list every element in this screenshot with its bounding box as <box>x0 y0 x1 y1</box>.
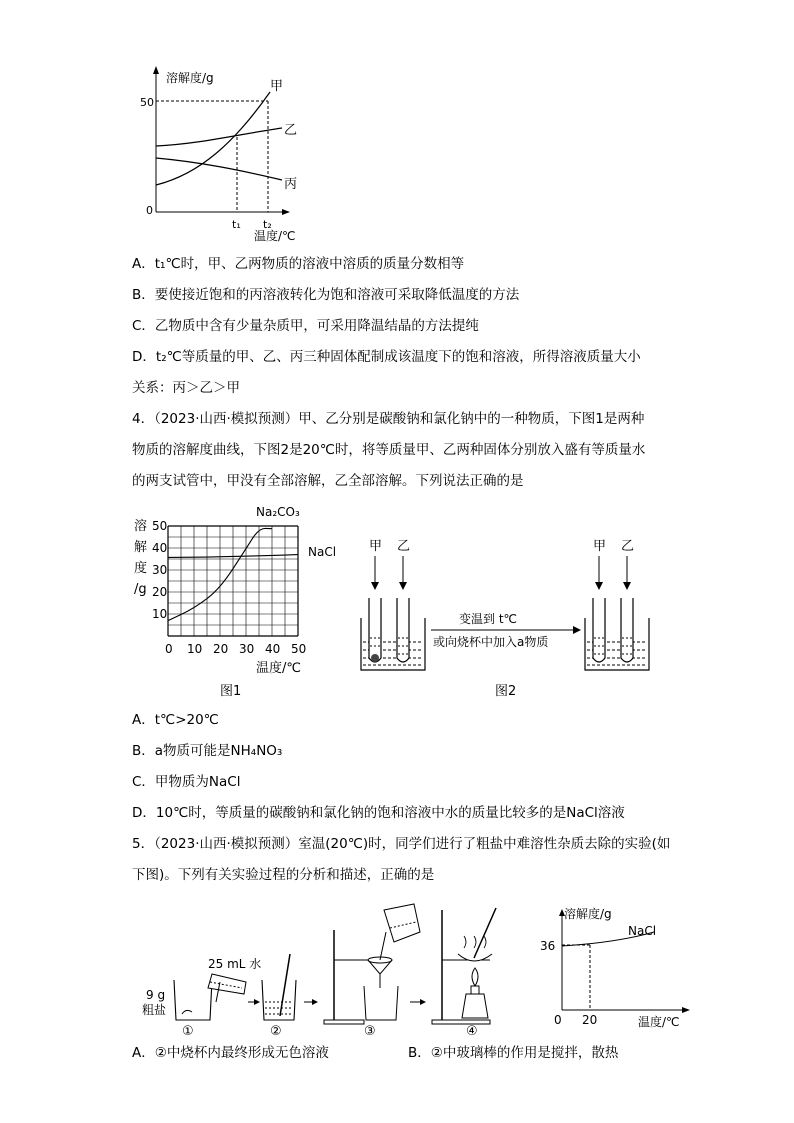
undissolved-solid <box>371 654 379 662</box>
q3-option-c: C．乙物质中含有少量杂质甲，可采用降温结晶的方法提纯 <box>132 318 479 334</box>
fig1-xtick: 20 <box>213 642 229 656</box>
fig1-ytick: 50 <box>152 519 168 533</box>
fig2-test-tubes <box>355 530 655 705</box>
q5-stem-1: 5．（2023·山西·模拟预测）室温(20℃)时，同学们进行了粗盐中难溶性杂质去除的实验(如 <box>132 836 671 852</box>
fig1-xtick: 0 <box>165 642 173 656</box>
chart1-y50: 50 <box>140 96 154 109</box>
q4-option-c: C．甲物质为NaCl <box>132 774 241 790</box>
fig1-solubility-chart <box>132 500 352 705</box>
q5-option-a: A．②中烧杯内最终形成无色溶液 <box>132 1045 329 1061</box>
fig1-grid <box>168 526 298 636</box>
q4-option-b: B．a物质可能是NH₄NO₃ <box>132 743 283 759</box>
curve-jia <box>156 92 270 185</box>
fig1-label-nacl: NaCl <box>308 545 337 559</box>
chart1-label-bing: 丙 <box>284 177 298 192</box>
step-3: ③ <box>364 1024 376 1039</box>
chart3-origin: 0 <box>554 1013 562 1027</box>
fig1-ytick: 40 <box>152 541 168 555</box>
fig1-ylabel-char: 度 <box>134 561 148 576</box>
fig2-arrow-bottom: 或向烧杯中加入a物质 <box>433 635 549 649</box>
q3-option-d-cont: 关系：丙＞乙＞甲 <box>132 380 240 396</box>
q4-stem-1: 4．（2023·山西·模拟预测）甲、乙分别是碳酸钠和氯化钠中的一种物质，下图1是两种 <box>132 411 645 427</box>
q3-option-d: D．t₂℃等质量的甲、乙、丙三种固体配制成该温度下的饱和溶液，所得溶液质量大小 <box>132 349 641 365</box>
chart3-xlabel: 温度/℃ <box>638 1015 680 1029</box>
fig1-xtick: 40 <box>265 642 281 656</box>
step-2: ② <box>270 1024 282 1039</box>
step-4: ④ <box>466 1024 478 1039</box>
fig2-caption: 图2 <box>495 684 517 699</box>
chart1-ylabel: 溶解度/g <box>166 71 214 85</box>
chart3-series-label: NaCl <box>628 924 657 938</box>
chart1-xlabel: 温度/℃ <box>254 229 296 243</box>
chart1-origin: 0 <box>146 204 153 217</box>
chart3-y36: 36 <box>540 939 556 953</box>
chart1-t2: t₂ <box>263 218 272 231</box>
salt-purification-apparatus <box>138 902 528 1040</box>
q4-option-d: D．10℃时，等质量的碳酸钠和氯化钠的饱和溶液中水的质量比较多的是NaCl溶液 <box>132 805 625 821</box>
fig2-arrow-top: 变温到 t℃ <box>459 612 517 626</box>
nacl-solubility-chart <box>534 904 694 1032</box>
fig2-left-yi: 乙 <box>397 539 411 554</box>
q5-option-b: B．②中玻璃棒的作用是搅拌，散热 <box>408 1045 619 1061</box>
curve-yi <box>156 128 282 146</box>
q5-stem-2: 下图)。下列有关实验过程的分析和描述，正确的是 <box>132 867 435 883</box>
fig1-ylabel-char: /g <box>134 582 147 597</box>
chart1-label-jia: 甲 <box>270 79 284 94</box>
fig1-xtick: 50 <box>291 642 307 656</box>
fig1-xtick: 10 <box>187 642 203 656</box>
q4-stem-2: 物质的溶解度曲线，下图2是20℃时，将等质量甲、乙两种固体分别放入盛有等质量水 <box>132 442 646 458</box>
fig1-xlabel: 温度/℃ <box>256 661 301 676</box>
curve-bing <box>156 158 282 180</box>
salt-mass: 9 g <box>146 988 166 1002</box>
fig1-caption: 图1 <box>220 684 242 699</box>
fig1-ytick: 10 <box>152 607 168 621</box>
fig2-right-yi: 乙 <box>621 539 635 554</box>
chart1-label-yi: 乙 <box>284 123 298 138</box>
chart1-t1: t₁ <box>232 218 241 231</box>
chart3-ylabel: 溶解度/g <box>564 907 612 921</box>
q4-stem-3: 的两支试管中，甲没有全部溶解，乙全部溶解。下列说法正确的是 <box>132 473 524 489</box>
chart3-x20: 20 <box>582 1013 598 1027</box>
solubility-chart-1 <box>140 62 298 243</box>
step-1: ① <box>182 1024 194 1039</box>
fig1-ytick: 20 <box>152 585 168 599</box>
fig1-ylabel-char: 解 <box>134 540 148 555</box>
fig1-xtick: 30 <box>239 642 255 656</box>
fig1-label-na2co3: Na₂CO₃ <box>256 505 300 519</box>
q3-option-a: A．t₁℃时，甲、乙两物质的溶液中溶质的质量分数相等 <box>132 256 465 272</box>
q4-option-a: A．t℃>20℃ <box>132 712 219 728</box>
fig1-ytick: 30 <box>152 563 168 577</box>
water-label: 25 mL 水 <box>208 957 262 971</box>
fig1-ylabel-char: 溶 <box>134 519 148 534</box>
salt-label: 粗盐 <box>142 1003 167 1017</box>
fig2-left-jia: 甲 <box>369 539 383 554</box>
fig2-right-jia: 甲 <box>593 539 607 554</box>
q3-option-b: B．要使接近饱和的丙溶液转化为饱和溶液可采取降低温度的方法 <box>132 287 520 303</box>
